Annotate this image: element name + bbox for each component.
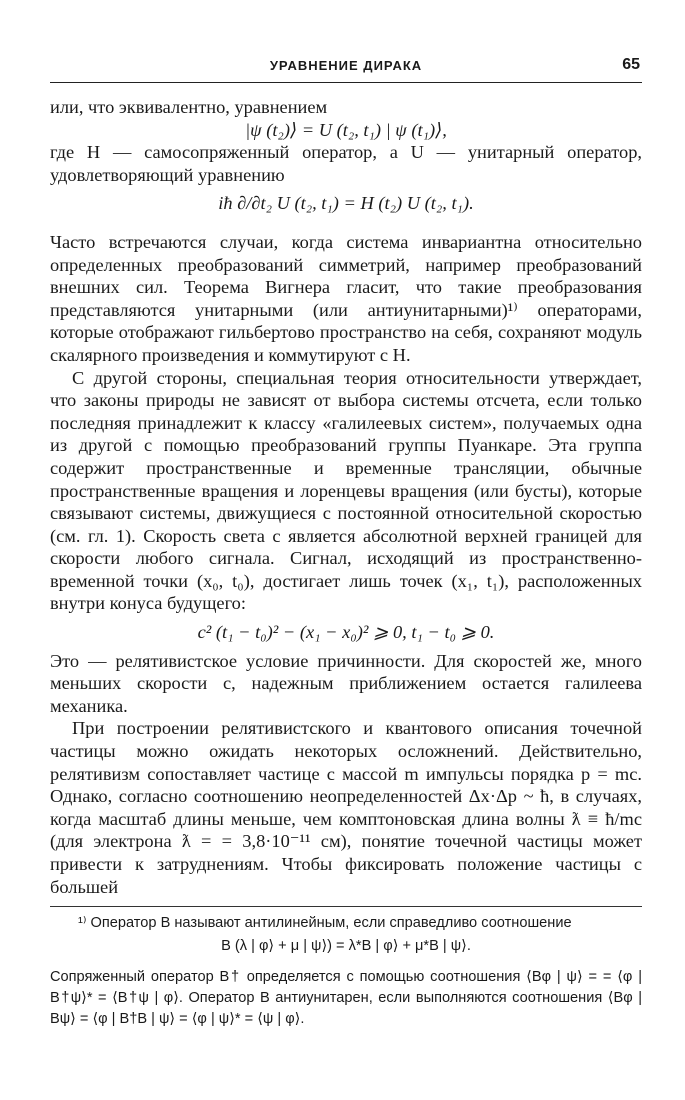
running-title: УРАВНЕНИЕ ДИРАКА xyxy=(269,58,423,73)
equation-schrodinger: iħ ∂/∂t₂ U (t₂, t₁) = H (t₂) U (t₂, t₁). xyxy=(218,193,474,214)
paragraph-causality: Это — релятивистское условие причинности. Для скоростей же, много меньших скорости c, надежным приближением остается галилеева механика. xyxy=(50,650,642,716)
footnote-rule xyxy=(50,906,642,907)
footnote-adjoint: Сопряженный оператор B† определяется с помощью соотношения ⟨Bφ | ψ⟩ = = ⟨φ | B†ψ⟩* = ⟨B†ψ | φ⟩. Оператор B антиунитарен, если выполняются соотношения ⟨Bφ | Bψ⟩ = ⟨φ | B†B | ψ⟩ = ⟨φ | ψ⟩* = ⟨ψ | φ⟩. xyxy=(50,969,642,1028)
equation-causality: c² (t₁ − t₀)² − (x₁ − x₀)² ⩾ 0, t₁ − t₀ ⩾ 0. xyxy=(197,622,495,643)
paragraph-relativity: С другой стороны, специальная теория относительности утверждает, что законы природы не зависят от выбора системы отсчета, если только последняя принадлежит к классу «галилеевых систем», получаемых одна из другой с помощью преобразований группы Пуанкаре. Эта группа содержит пространственные и временные трансляции, обычные пространственные вращения и лоренцевы вращения (или бусты), которые связывают системы, движущиеся с постоянной относительной скоростью (см. гл. 1). Скорость света c является абсолютной верхней границей для скорости любого сигнала. Сигнал, исходящий из пространственно-временной точки (x₀, t₀), достигает лишь точек (x₁, t₁), расположенных внутри конуса будущего: xyxy=(50,367,642,614)
spacer xyxy=(50,221,642,231)
header-rule xyxy=(50,82,642,83)
page-number: 65 xyxy=(622,56,640,73)
main-text xyxy=(50,96,642,1030)
paragraph-operators: где H — самосопряженный оператор, а U — унитарный оператор, удовлетворяющий уравнению xyxy=(50,142,642,185)
footnote-text: ¹⁾ Оператор B называют антилинейным, если справедливо соотношение xyxy=(78,915,572,932)
footnote-equation: B (λ | φ⟩ + μ | ψ⟩) = λ*B | φ⟩ + μ*B | ψ⟩. xyxy=(221,938,471,955)
paragraph-symmetry: Часто встречаются случаи, когда система инвариантна относительно определенных преобразований симметрий, например преобразований внешних сил. Теорема Вигнера гласит, что такие преобразования представляются унитарными (или антиунитарными)¹⁾ операторами, которые отображают гильбертово пространство на себя, сохраняют модуль скалярного произведения и коммутируют с H. xyxy=(50,231,642,365)
running-header xyxy=(50,56,642,80)
equation-evolution: |ψ (t₂)⟩ = U (t₂, t₁) | ψ (t₁)⟩, xyxy=(245,119,447,140)
paragraph-intro: или, что эквивалентно, уравнением xyxy=(50,97,328,117)
paragraph-point-particle: При построении релятивистского и квантового описания точечной частицы можно ожидать некоторых осложнений. Действительно, релятивизм сопоставляет частице с массой m импульсы порядка p = mc. Однако, согласно соотношению неопределенностей Δx·Δp ~ ħ, в случаях, когда масштаб длины меньше, чем комптоновская длина волны ƛ ≡ ħ/mc (для электрона ƛ = = 3,8·10⁻¹¹ см), понятие точечной частицы может привести к затруднениям. Чтобы фиксировать положение частицы с большей xyxy=(50,718,642,897)
